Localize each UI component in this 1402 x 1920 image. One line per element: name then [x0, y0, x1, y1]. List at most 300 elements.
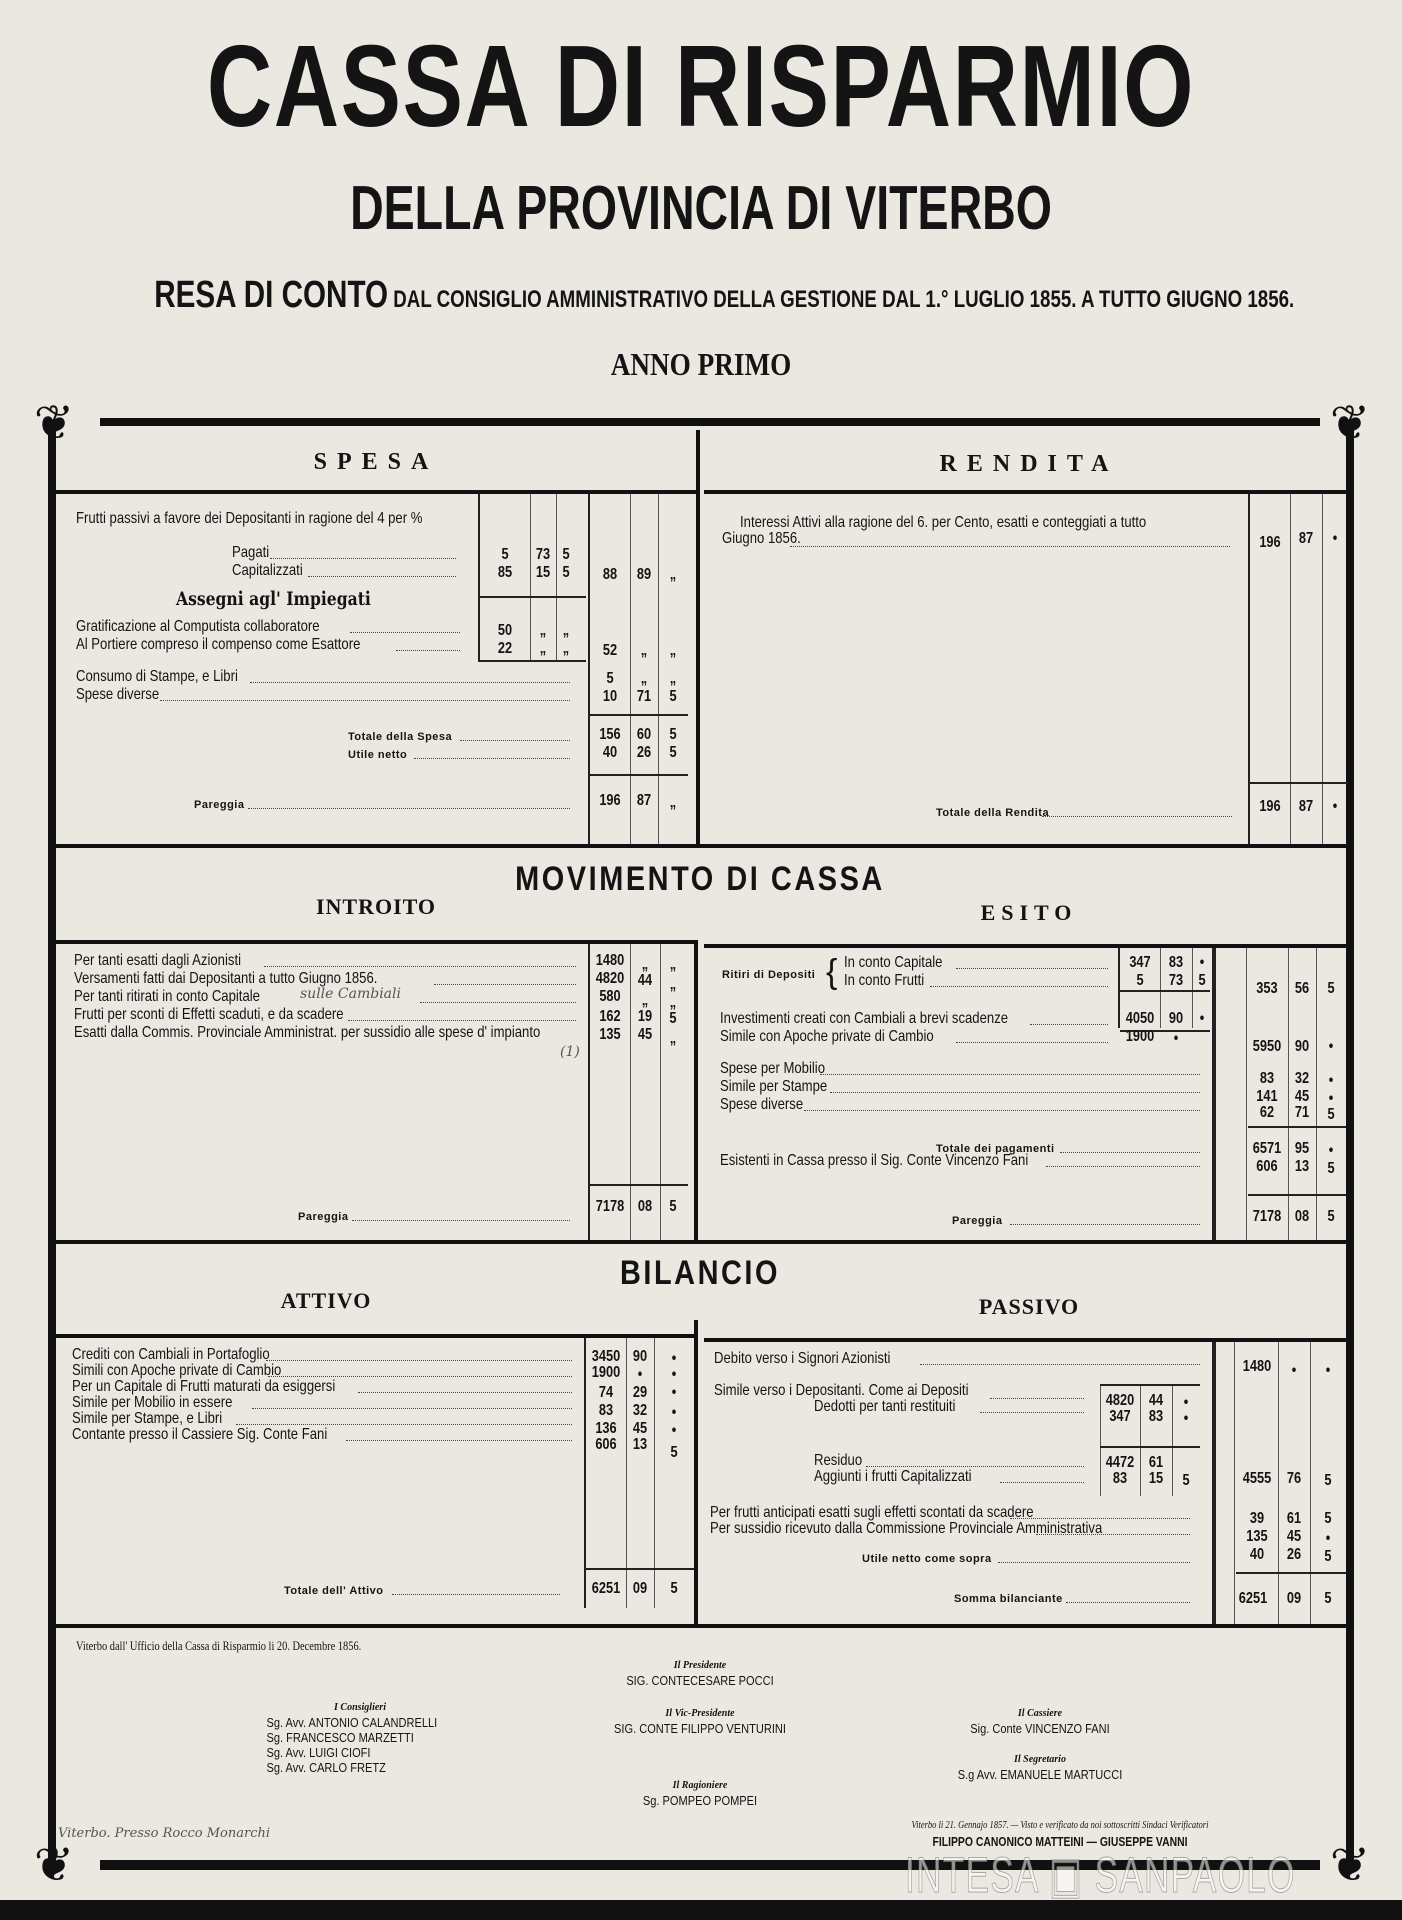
leader-dots [248, 808, 570, 809]
amount-lire: 7178 [1252, 1208, 1282, 1225]
amount-baj: „ [539, 640, 547, 657]
amount-lire: 10 [602, 688, 618, 705]
divider [56, 940, 696, 944]
col-rule [1160, 948, 1161, 1028]
amount-den: 5 [1324, 1590, 1332, 1607]
spesa-row-gratificazione: Gratificazione al Computista collaboratore [76, 618, 320, 635]
leader-dots [820, 1074, 1200, 1075]
amount-den: 5 [1324, 1510, 1332, 1527]
amount-baj: „ [640, 670, 648, 687]
col-rule [588, 494, 590, 844]
sindaci-line: Viterbo li 21. Gennajo 1857. — Visto e verificato da noi sottoscritti Sindaci Verificatori [911, 1820, 1209, 1831]
ornament-icon: ❦ [1329, 397, 1371, 450]
amount-den: „ [669, 566, 677, 583]
amount-lire: 580 [599, 988, 621, 1005]
amount-baj: 08 [637, 1198, 653, 1215]
amount-lire: 606 [595, 1436, 617, 1453]
esito-investimenti-row: Investimenti creati con Cambiali a brevi scadenze [720, 1010, 1009, 1027]
spesa-heading: SPESA [313, 449, 439, 475]
col-rule [478, 494, 480, 662]
col-rule [1118, 948, 1120, 1028]
col-rule [1100, 1384, 1101, 1496]
col-rule [1322, 494, 1323, 844]
passivo-residuo-row: Residuo [814, 1452, 863, 1469]
anno-primo: ANNO PRIMO [610, 346, 792, 382]
introito-heading: INTROITO [315, 894, 437, 919]
spesa-totale-label: Totale della Spesa [348, 731, 453, 743]
amount-den: • [1325, 1362, 1331, 1379]
amount-baj: 56 [1294, 980, 1310, 997]
col-rule [1316, 948, 1317, 1240]
col-rule [1248, 494, 1250, 844]
amount-baj: 61 [1148, 1454, 1164, 1471]
amount-lire: 156 [599, 726, 621, 743]
col-rule [660, 944, 661, 1240]
amount-lire: 85 [497, 564, 513, 581]
signature-ragioniere: Il Ragioniere Sg. POMPEO POMPEI [642, 1780, 758, 1808]
subtotal-line [1236, 1572, 1346, 1574]
attivo-heading: ATTIVO [280, 1288, 372, 1313]
col-rule [1278, 1342, 1279, 1624]
leader-dots [264, 966, 576, 967]
passivo-utile-label: Utile netto come sopra [862, 1553, 992, 1565]
leader-dots [998, 1562, 1190, 1563]
leader-dots [790, 546, 1230, 547]
attivo-row: Simile per Stampe, e Libri [72, 1410, 223, 1427]
amount-lire: 5 [1136, 972, 1144, 989]
signature-segretario: Il Segretario S.g Avv. EMANUELE MARTUCCI [957, 1754, 1123, 1782]
signature-cassiere: Il Cassiere Sig. Conte VINCENZO FANI [970, 1708, 1110, 1736]
amount-baj: 19 [637, 1008, 653, 1025]
amount-lire: 162 [599, 1008, 621, 1025]
amount-lire: 40 [1249, 1546, 1265, 1563]
divider [704, 1338, 1354, 1342]
introito-row: Versamenti fatti dai Depositanti a tutto Giugno 1856. [74, 970, 378, 987]
leader-dots [348, 1020, 576, 1021]
leader-dots [358, 1392, 572, 1393]
col-rule [1140, 1384, 1141, 1496]
esito-heading: ESITO [980, 900, 1078, 925]
col-rule [1290, 494, 1291, 844]
amount-den: „ [669, 994, 677, 1011]
amount-lire: 347 [1129, 954, 1151, 971]
center-divider [696, 430, 700, 844]
amount-lire: 1900 [1125, 1028, 1155, 1045]
esito-spese-row: Spese diverse [720, 1096, 804, 1113]
spesa-intro: Frutti passivi a favore dei Depositanti in ragione del 4 per % [76, 510, 423, 527]
leader-dots [460, 740, 570, 741]
amount-den: „ [669, 976, 677, 993]
leader-dots [920, 1364, 1200, 1365]
divider [704, 490, 1354, 494]
amount-lire: 5 [501, 546, 509, 563]
amount-den: • [1325, 1530, 1331, 1547]
amount-baj: 15 [1148, 1470, 1164, 1487]
amount-lire: 6571 [1252, 1140, 1282, 1157]
amount-baj: 89 [636, 566, 652, 583]
center-divider [694, 940, 698, 1240]
leader-dots [350, 632, 460, 633]
amount-baj: 45 [637, 1026, 653, 1043]
leader-dots [266, 1360, 572, 1361]
amount-lire: 135 [599, 1026, 621, 1043]
leader-dots [420, 1002, 576, 1003]
amount-lire: 1480 [595, 952, 625, 969]
amount-lire: 135 [1246, 1528, 1268, 1545]
amount-baj: • [1173, 1030, 1179, 1047]
subtotal-line [590, 1184, 688, 1186]
amount-den: „ [669, 794, 677, 811]
esito-pareggia-label: Pareggia [952, 1215, 1003, 1227]
amount-den: „ [669, 956, 677, 973]
amount-baj: 26 [636, 744, 652, 761]
rendita-line-1: Interessi Attivi alla ragione del 6. per Cento, esatti e conteggiati a tutto [740, 514, 1147, 531]
center-divider [694, 1320, 698, 1624]
amount-den: 5 [670, 1580, 678, 1597]
leader-dots [830, 1092, 1200, 1093]
amount-den: 5 [669, 744, 677, 761]
leader-dots [346, 1440, 572, 1441]
amount-lire: 50 [497, 622, 513, 639]
assegni-heading: Assegni agl' Impiegati [176, 588, 371, 610]
subtotal-line [1100, 1384, 1200, 1386]
amount-den: 5 [1324, 1548, 1332, 1565]
passivo-simile-row: Simile verso i Depositanti. Come ai Depositi [714, 1382, 969, 1399]
amount-lire: 74 [598, 1384, 614, 1401]
col-rule [1310, 1342, 1311, 1624]
amount-baj: 13 [1294, 1158, 1310, 1175]
leader-dots [236, 1424, 572, 1425]
amount-den: • [1332, 530, 1338, 547]
amount-den: • [1332, 798, 1338, 815]
col-rule [630, 944, 631, 1240]
amount-lire: 3450 [591, 1348, 621, 1365]
attivo-row: Per un Capitale di Frutti maturati da esiggersi [72, 1378, 336, 1395]
amount-den: • [671, 1366, 677, 1383]
amount-lire: 5950 [1252, 1038, 1282, 1055]
leader-dots [160, 700, 570, 701]
leader-dots [250, 682, 570, 683]
amount-lire: 4472 [1105, 1454, 1135, 1471]
subtotal-line [1250, 782, 1348, 784]
divider [704, 944, 1354, 948]
amount-den: • [1328, 1142, 1334, 1159]
amount-baj: 45 [1294, 1088, 1310, 1105]
amount-baj: 60 [636, 726, 652, 743]
subtotal-line [586, 1568, 694, 1570]
attivo-row: Contante presso il Cassiere Sig. Conte Fani [72, 1426, 328, 1443]
col-rule [658, 494, 659, 844]
leader-dots [866, 1466, 1084, 1467]
col-rule [530, 494, 531, 662]
col-rule [1212, 1342, 1216, 1624]
signature-vicepresidente: Il Vic-Presidente SIG. CONTE FILIPPO VENTURINI [614, 1708, 786, 1736]
subtotal-line [480, 596, 586, 598]
amount-baj: 83 [1168, 954, 1184, 971]
amount-lire: 136 [595, 1420, 617, 1437]
amount-lire: 4555 [1242, 1470, 1272, 1487]
subtotal-line [1248, 1126, 1346, 1128]
divider [56, 844, 1354, 848]
document-title: CASSA DI RISPARMIO [206, 21, 1196, 151]
passivo-aggiunti-row: Aggiunti i frutti Capitalizzati [814, 1468, 972, 1485]
leader-dots [414, 758, 570, 759]
ornament-icon: ❦ [33, 397, 75, 450]
esito-ritiri-row: In conto Frutti [844, 972, 925, 989]
spesa-row-pagati: Pagati [232, 544, 270, 561]
amount-den: • [1199, 1010, 1205, 1027]
leader-dots [956, 968, 1108, 969]
amount-den: 5 [562, 546, 570, 563]
col-rule [1234, 1342, 1235, 1624]
amount-lire: 141 [1256, 1088, 1278, 1105]
amount-den: • [1328, 1090, 1334, 1107]
esito-spese-row: Spese per Mobilio [720, 1060, 826, 1077]
rendita-totale-label: Totale della Rendita [936, 807, 1050, 819]
leader-dots [1010, 1518, 1190, 1519]
col-rule [1212, 948, 1216, 1240]
amount-baj: 87 [636, 792, 652, 809]
subtotal-line [1248, 1194, 1346, 1196]
amount-baj: 26 [1286, 1546, 1302, 1563]
passivo-heading: PASSIVO [978, 1294, 1080, 1319]
amount-den: „ [669, 670, 677, 687]
amount-lire: 5 [606, 670, 614, 687]
amount-baj: • [637, 1366, 643, 1383]
passivo-row: Per frutti anticipati esatti sugli effetti scontati da scadere [710, 1504, 1034, 1521]
leader-dots [980, 1412, 1084, 1413]
leader-dots [930, 986, 1108, 987]
amount-den: „ [562, 640, 570, 657]
amount-den: 5 [670, 1444, 678, 1461]
leader-dots [434, 984, 576, 985]
attivo-row: Simili con Apoche private di Cambio [72, 1362, 282, 1379]
amount-baj: 13 [632, 1436, 648, 1453]
divider [100, 418, 1320, 426]
printer-signature: Viterbo. Presso Rocco Monarchi [58, 1826, 271, 1841]
esito-spese-row: Simile per Stampe [720, 1078, 828, 1095]
introito-row: Frutti per sconti di Effetti scaduti, e da scadere [74, 1006, 344, 1023]
col-rule [630, 494, 631, 844]
amount-den: „ [562, 622, 570, 639]
col-rule [1172, 1384, 1173, 1496]
resa-big: RESA DI CONTO [154, 274, 389, 316]
resa-small: DAL CONSIGLIO AMMINISTRATIVO DELLA GESTIONE DAL 1.° LUGLIO 1855. A TUTTO GIUGNO 1856. [388, 286, 1295, 313]
leader-dots [990, 1398, 1084, 1399]
amount-den: „ [669, 1030, 677, 1047]
amount-den: 5 [1182, 1472, 1190, 1489]
amount-lire: 22 [497, 640, 513, 657]
amount-baj: 45 [632, 1420, 648, 1437]
ritiri-label: Ritiri di Depositi [722, 969, 816, 981]
amount-lire: 1900 [591, 1364, 621, 1381]
amount-baj: „ [539, 622, 547, 639]
amount-den: • [1183, 1394, 1189, 1411]
introito-row: Per tanti esatti dagli Azionisti [74, 952, 242, 969]
attivo-totale-label: Totale dell' Attivo [284, 1585, 384, 1597]
amount-baj: 32 [632, 1402, 648, 1419]
col-rule [588, 944, 590, 1240]
subtotal-line [480, 660, 586, 662]
amount-den: 5 [1327, 1160, 1335, 1177]
esistenti-row: Esistenti in Cassa presso il Sig. Conte Vincenzo Fani [720, 1152, 1029, 1169]
amount-lire: 196 [1259, 798, 1281, 815]
subtotal-line [590, 714, 688, 716]
amount-den: • [671, 1422, 677, 1439]
document-subtitle: DELLA PROVINCIA DI VITERBO [350, 174, 1052, 243]
amount-baj: 71 [1294, 1104, 1310, 1121]
amount-lire: 88 [602, 566, 618, 583]
col-rule [1288, 948, 1289, 1240]
amount-den: „ [669, 642, 677, 659]
leader-dots [804, 1110, 1200, 1111]
date-line: Viterbo dall' Ufficio della Cassa di Risparmio li 20. Decembre 1856. [76, 1638, 362, 1653]
amount-lire: 353 [1256, 980, 1278, 997]
amount-baj: 44 [1148, 1392, 1164, 1409]
leader-dots [1030, 1024, 1108, 1025]
amount-baj: „ [641, 992, 649, 1009]
subtotal-line [590, 774, 688, 776]
amount-lire: 196 [1259, 534, 1281, 551]
amount-baj: „ [641, 956, 649, 973]
amount-baj: 90 [632, 1348, 648, 1365]
subtotal-line [1120, 990, 1210, 992]
leader-dots [1010, 1224, 1200, 1225]
signature-consiglieri: I Consiglieri Sg. Avv. ANTONIO CALANDRELLI Sg. FRANCESCO MARZETTI Sg. Avv. LUIGI CIOFI Sg. Avv. CARLO FRETZ [266, 1702, 438, 1775]
amount-lire: 52 [602, 642, 618, 659]
amount-den: 5 [562, 564, 570, 581]
amount-den: • [671, 1350, 677, 1367]
amount-baj: 83 [1148, 1408, 1164, 1425]
leader-dots [352, 1220, 570, 1221]
amount-den: • [671, 1384, 677, 1401]
leader-dots [956, 1042, 1108, 1043]
subtotal-line [1100, 1446, 1200, 1448]
divider [56, 1624, 1354, 1628]
leader-dots [1046, 1166, 1200, 1167]
amount-baj: 15 [535, 564, 551, 581]
amount-den: 5 [669, 726, 677, 743]
col-rule [1192, 948, 1193, 1028]
amount-baj: 29 [632, 1384, 648, 1401]
leader-dots [270, 558, 456, 559]
amount-baj: 95 [1294, 1140, 1310, 1157]
amount-baj: 73 [535, 546, 551, 563]
amount-lire: 7178 [595, 1198, 625, 1215]
amount-baj: 45 [1286, 1528, 1302, 1545]
amount-lire: 6251 [1238, 1590, 1268, 1607]
leader-dots [308, 576, 456, 577]
amount-baj: 08 [1294, 1208, 1310, 1225]
divider [56, 1240, 1354, 1244]
amount-lire: 62 [1259, 1104, 1275, 1121]
amount-den: 5 [669, 688, 677, 705]
amount-lire: 83 [1112, 1470, 1128, 1487]
amount-baj: 32 [1294, 1070, 1310, 1087]
resa-di-conto-line [154, 274, 1295, 316]
amount-lire: 1480 [1242, 1358, 1272, 1375]
leader-dots [396, 650, 460, 651]
ornament-icon: ❦ [33, 1839, 75, 1892]
amount-baj: 87 [1298, 530, 1314, 547]
amount-baj: 87 [1298, 798, 1314, 815]
attivo-row: Simile per Mobilio in essere [72, 1394, 233, 1411]
amount-lire: 347 [1109, 1408, 1131, 1425]
somma-bilanciante-label: Somma bilanciante [954, 1593, 1063, 1605]
introito-row: Esatti dalla Commis. Provinciale Amministrat. per sussidio alle spese d' impianto [74, 1024, 541, 1041]
amount-lire: 4050 [1125, 1010, 1155, 1027]
amount-baj: 90 [1294, 1038, 1310, 1055]
amount-den: 5 [669, 1010, 677, 1027]
spesa-row-stampe: Consumo di Stampe, e Libri [76, 668, 238, 685]
handwritten-note: sulle Cambiali [300, 986, 401, 1002]
divider [56, 490, 696, 494]
introito-row: Per tanti ritirati in conto Capitale [74, 988, 260, 1005]
leader-dots [1042, 816, 1232, 817]
amount-den: • [1183, 1410, 1189, 1427]
col-rule [556, 494, 557, 662]
movimento-heading: MOVIMENTO DI CASSA [515, 860, 885, 898]
leader-dots [268, 1376, 572, 1377]
amount-lire: 4820 [1105, 1392, 1135, 1409]
introito-pareggia-label: Pareggia [298, 1211, 349, 1223]
rendita-line-2: Giugno 1856. [722, 530, 801, 547]
spesa-row-portiere: Al Portiere compreso il compenso come Esattore [76, 636, 361, 653]
attivo-row: Crediti con Cambiali in Portafoglio [72, 1346, 270, 1363]
margin-note: (1) [560, 1044, 580, 1060]
amount-lire: 606 [1256, 1158, 1278, 1175]
amount-lire: 6251 [591, 1580, 621, 1597]
sindaci-names: FILIPPO CANONICO MATTEINI — GIUSEPPE VANNI [932, 1834, 1188, 1849]
amount-baj: 09 [1286, 1590, 1302, 1607]
amount-baj: „ [640, 642, 648, 659]
signature-presidente: Il Presidente SIG. CONTECESARE POCCI [626, 1660, 774, 1688]
leader-dots [1000, 1482, 1084, 1483]
rendita-heading: RENDITA [939, 451, 1119, 477]
watermark-logo: INTESA ▣ SANPAOLO [905, 1847, 1296, 1903]
amount-den: • [671, 1404, 677, 1421]
ornament-icon: ❦ [1329, 1839, 1371, 1892]
amount-lire: 39 [1249, 1510, 1265, 1527]
leader-dots [1036, 1534, 1190, 1535]
spesa-row-capitalizzati: Capitalizzati [232, 562, 303, 579]
leader-dots [252, 1408, 572, 1409]
col-rule [1246, 948, 1247, 1240]
esito-ritiri-row: In conto Capitale [844, 954, 943, 971]
esito-investimenti-row: Simile con Apoche private di Cambio [720, 1028, 934, 1045]
spesa-row-diverse: Spese diverse [76, 686, 160, 703]
amount-baj: 09 [632, 1580, 648, 1597]
spesa-utile-label: Utile netto [348, 749, 408, 761]
amount-lire: 83 [598, 1402, 614, 1419]
leader-dots [392, 1594, 560, 1595]
amount-den: 5 [669, 1198, 677, 1215]
amount-den: 5 [1327, 1208, 1335, 1225]
leader-dots [1066, 1602, 1190, 1603]
passivo-dedotti-row: Dedotti per tanti restituiti [814, 1398, 956, 1415]
totale-pagamenti-label: Totale dei pagamenti [936, 1143, 1055, 1155]
amount-den: • [1328, 1072, 1334, 1089]
passivo-debito-row: Debito verso i Signori Azionisti [714, 1350, 891, 1367]
amount-baj: 90 [1168, 1010, 1184, 1027]
passivo-row: Per sussidio ricevuto dalla Commissione Provinciale Amministrativa [710, 1520, 1103, 1537]
amount-baj: 73 [1168, 972, 1184, 989]
brace-icon: { [826, 953, 838, 991]
spesa-pareggia-label: Pareggia [194, 799, 245, 811]
amount-baj: 61 [1286, 1510, 1302, 1527]
amount-baj: • [1291, 1362, 1297, 1379]
amount-den: • [1328, 1038, 1334, 1055]
